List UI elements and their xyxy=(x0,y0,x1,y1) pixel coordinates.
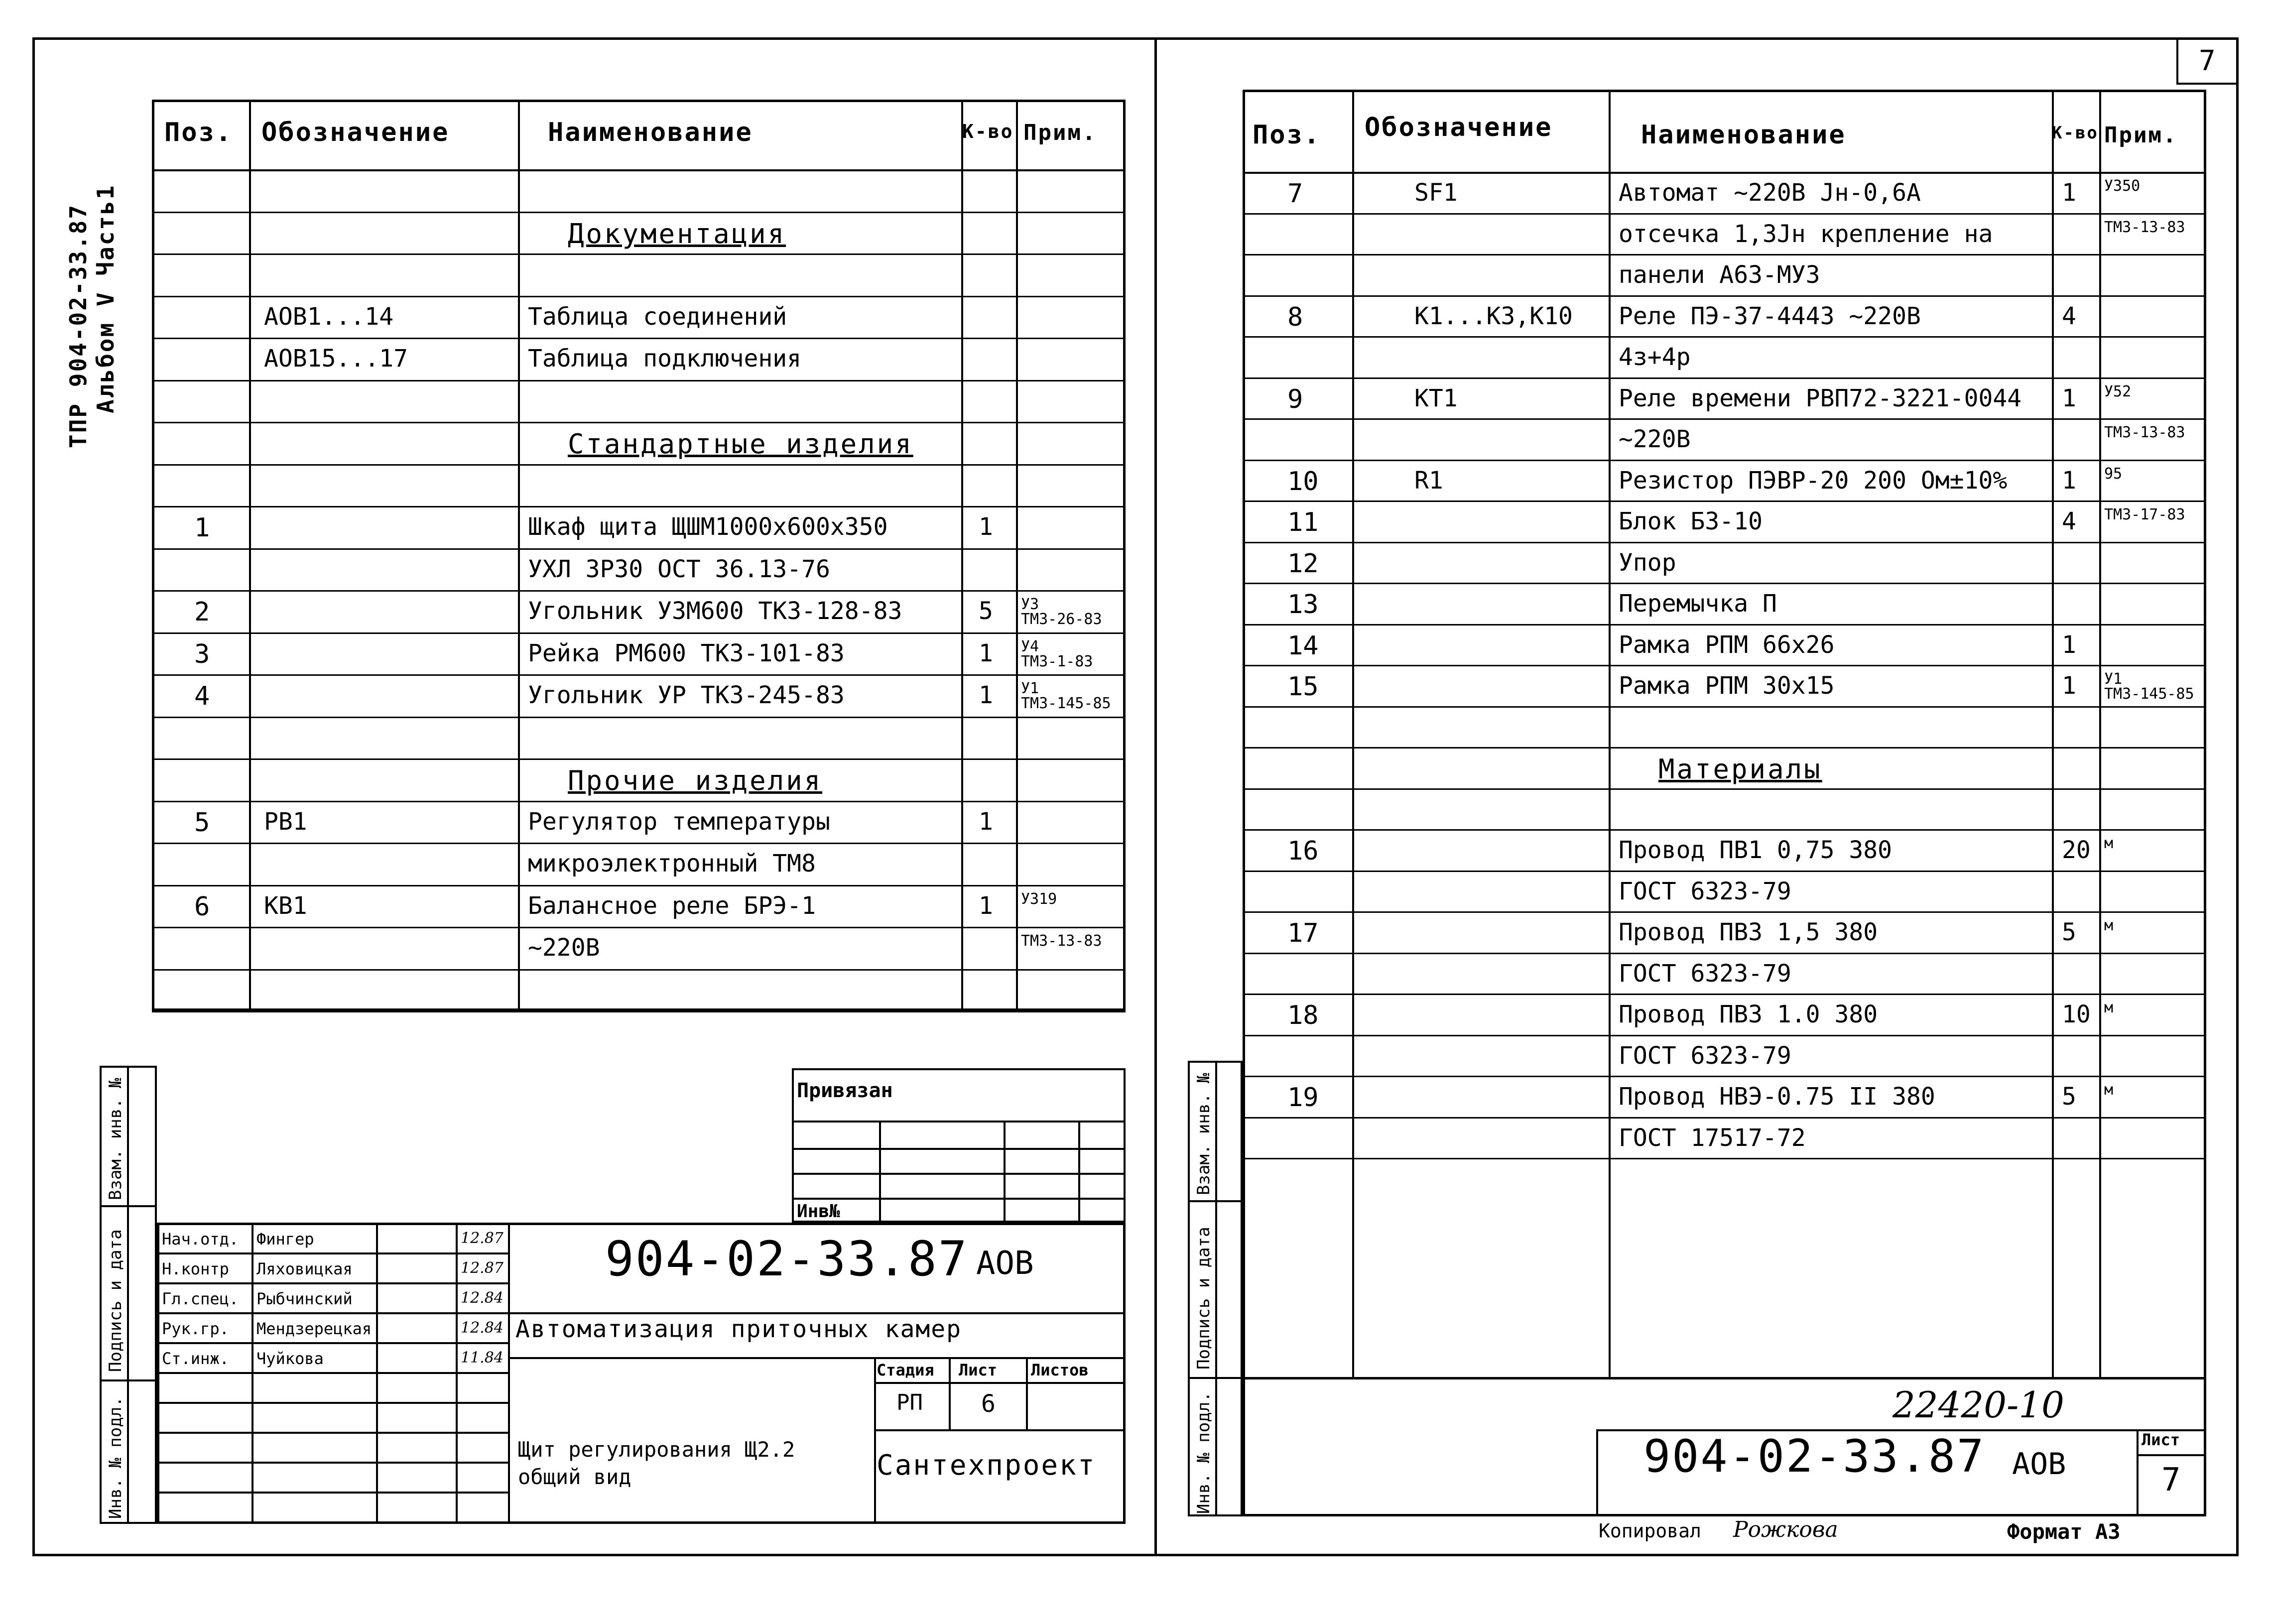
privyazan-line xyxy=(792,1121,1126,1123)
row-divider xyxy=(1243,871,2206,872)
right-header-pos: Поз. xyxy=(1253,120,1321,150)
row-pos: 11 xyxy=(1287,507,1319,537)
stamp-line xyxy=(157,1312,508,1314)
row-divider xyxy=(1243,295,2206,297)
stamp-line xyxy=(874,1429,1126,1431)
row-pos: 1 xyxy=(194,513,210,543)
row-name: панели А63-МУЗ xyxy=(1619,261,1820,289)
row-note: У3 ТМЗ-26-83 xyxy=(1021,596,1102,628)
row-divider xyxy=(1243,911,2206,913)
right-doc-suffix: АОВ xyxy=(2012,1447,2066,1482)
row-divider xyxy=(1243,706,2206,708)
row-name: микроэлектронный ТМ8 xyxy=(528,850,816,877)
left-side-strip-line xyxy=(100,1205,157,1207)
row-name: Рейка РМ600 ТКЗ-101-83 xyxy=(528,639,845,667)
row-qty: 1 xyxy=(979,639,993,667)
row-name: ~220В xyxy=(528,934,600,962)
row-name: Провод ПВЗ 1.0 380 xyxy=(1619,1000,1878,1028)
stamp-line xyxy=(508,1312,1126,1314)
row-name: Балансное реле БРЭ-1 xyxy=(528,891,816,920)
row-pos: 12 xyxy=(1287,548,1319,579)
row-note: У4 ТМЗ-1-83 xyxy=(1021,637,1093,670)
row-divider xyxy=(1243,377,2206,379)
row-designation: КВ1 xyxy=(264,891,307,920)
row-divider xyxy=(152,843,1126,844)
right-header-qty: К-во xyxy=(2052,123,2099,143)
doc-suffix: АОВ xyxy=(976,1245,1034,1282)
row-divider xyxy=(152,380,1126,381)
stamp-line xyxy=(874,1382,1126,1384)
row-divider xyxy=(1243,1076,2206,1077)
privyazan-line xyxy=(1004,1121,1006,1223)
side-strip-vzam-inv: Взам. инв. № xyxy=(106,1078,126,1200)
stamp-line xyxy=(157,1282,508,1284)
right-sheet-value: 7 xyxy=(2161,1462,2181,1499)
row-divider xyxy=(1243,1117,2206,1119)
row-note: ТМЗ-13-83 xyxy=(2104,218,2185,236)
row-pos: 18 xyxy=(1287,1000,1319,1030)
row-divider xyxy=(1243,747,2206,749)
left-header-divider xyxy=(152,169,1126,171)
signer-name: Чуйкова xyxy=(256,1349,324,1368)
right-header-divider xyxy=(1243,172,2206,174)
row-name: Угольник УЗМ600 ТКЗ-128-83 xyxy=(528,597,902,625)
stamp-line xyxy=(1026,1357,1028,1429)
row-name: Рамка РПМ 30х15 xyxy=(1619,672,1835,700)
left-side-strip-line xyxy=(127,1066,129,1524)
row-qty: 1 xyxy=(979,513,993,541)
row-qty: 1 xyxy=(2062,466,2076,495)
stamp-line xyxy=(157,1252,508,1254)
right-header-name: Наименование xyxy=(1641,120,1846,150)
row-pos: 8 xyxy=(1287,302,1303,332)
row-note: У52 xyxy=(2104,382,2132,400)
center-divider xyxy=(1154,37,1157,1556)
row-divider xyxy=(152,927,1126,928)
signer-role: Гл.спец. xyxy=(162,1289,239,1308)
stamp-line xyxy=(508,1223,510,1524)
right-col-line xyxy=(1609,90,1611,1379)
row-divider xyxy=(1243,213,2206,215)
row-name: Перемычка П xyxy=(1619,590,1777,618)
left-col-line xyxy=(961,100,963,1011)
side-label-album: Альбом V Часть1 xyxy=(92,184,119,413)
row-divider xyxy=(1243,254,2206,255)
stage-label: Стадия xyxy=(877,1361,934,1379)
sheet-value: 6 xyxy=(981,1390,996,1418)
row-designation: SF1 xyxy=(1414,179,1458,207)
row-pos: 10 xyxy=(1287,466,1319,497)
privyazan-line xyxy=(792,1198,1126,1200)
right-side-strip-line xyxy=(1188,1377,1243,1379)
signer-name: Ляховицкая xyxy=(256,1259,353,1278)
row-name: УХЛ ЗР30 ОСТ 36.13-76 xyxy=(528,555,830,583)
row-pos: 2 xyxy=(194,597,210,627)
row-divider xyxy=(152,296,1126,297)
row-designation: R1 xyxy=(1414,466,1443,495)
row-qty: 5 xyxy=(2062,1083,2076,1111)
row-qty: 4 xyxy=(2062,507,2076,535)
row-name: Шкаф щита ЩШМ1000х600х350 xyxy=(528,513,888,541)
right-header-note: Прим. xyxy=(2104,123,2178,148)
section-title: Материалы xyxy=(1658,753,1822,785)
row-name: Провод ПВЗ 1,5 380 xyxy=(1619,918,1878,946)
side-strip-signature-date: Подпись и дата xyxy=(106,1229,126,1372)
left-col-line xyxy=(249,100,251,1011)
left-header-designation: Обозначение xyxy=(261,118,450,147)
row-note: ТМЗ-13-83 xyxy=(1021,932,1102,950)
row-name: Реле времени РВП72-3221-0044 xyxy=(1619,384,2022,412)
row-qty: 1 xyxy=(979,807,993,836)
copied-label: Копировал xyxy=(1599,1520,1701,1542)
project-title: Автоматизация приточных камер xyxy=(515,1315,962,1343)
row-divider xyxy=(152,212,1126,213)
signer-date: 12.84 xyxy=(461,1289,504,1307)
stamp-line xyxy=(157,1372,508,1374)
right-side-strip-signature-date: Подпись и дата xyxy=(1194,1227,1214,1370)
row-divider xyxy=(152,548,1126,550)
row-name: Провод ПВ1 0,75 380 xyxy=(1619,836,1892,864)
row-pos: 16 xyxy=(1287,836,1319,866)
row-qty: 1 xyxy=(979,891,993,920)
row-note: ТМЗ-13-83 xyxy=(2104,424,2185,441)
row-pos: 4 xyxy=(194,681,210,711)
row-qty: 4 xyxy=(2062,302,2076,330)
row-pos: 15 xyxy=(1287,672,1319,702)
right-sheet-label: Лист xyxy=(2142,1430,2180,1449)
side-strip-inv-podl: Инв. № подл. xyxy=(106,1396,126,1519)
row-name: Рамка РПМ 66х26 xyxy=(1619,630,1835,659)
row-divider xyxy=(152,422,1126,423)
row-note: У1 ТМЗ-145-85 xyxy=(1021,680,1111,712)
row-name: Реле ПЭ-37-4443 ~220В xyxy=(1619,302,1921,330)
privyazan-line xyxy=(792,1173,1126,1175)
row-name: ГОСТ 6323-79 xyxy=(1619,959,1791,988)
row-note: У350 xyxy=(2104,177,2141,195)
left-col-line xyxy=(1016,100,1018,1011)
stamp-line xyxy=(157,1462,508,1464)
stamp-line xyxy=(949,1357,951,1429)
signer-name: Рыбчинский xyxy=(256,1289,353,1308)
row-pos: 6 xyxy=(194,891,210,922)
row-qty: 1 xyxy=(2062,630,2076,659)
format-label: Формат А3 xyxy=(2007,1519,2121,1544)
row-designation: АОВ1...14 xyxy=(264,302,394,331)
right-side-strip-line xyxy=(1188,1200,1243,1202)
right-side-strip-vzam-inv: Взам. инв. № xyxy=(1194,1073,1214,1195)
section-title: Прочие изделия xyxy=(568,765,823,796)
row-name: Угольник УР ТКЗ-245-83 xyxy=(528,681,845,709)
row-qty: 5 xyxy=(979,597,993,625)
organization: Сантехпроект xyxy=(877,1449,1096,1482)
row-note: м xyxy=(2104,835,2114,852)
row-divider xyxy=(1243,460,2206,461)
doc-code: 904-02-33.87 xyxy=(605,1231,969,1287)
signer-date: 11.84 xyxy=(461,1349,504,1367)
sheets-label: Листов xyxy=(1031,1361,1089,1379)
row-qty: 10 xyxy=(2062,1000,2091,1028)
right-header-designation: Обозначение xyxy=(1365,113,1553,142)
row-divider xyxy=(152,506,1126,507)
left-header-qty: К-во xyxy=(962,121,1014,142)
row-name: 4з+4р xyxy=(1619,343,1691,371)
row-name: Упор xyxy=(1619,548,1676,577)
stamp-line xyxy=(157,1492,508,1494)
right-sheet-line xyxy=(2137,1454,2206,1456)
row-designation: РВ1 xyxy=(264,807,307,836)
row-divider xyxy=(1243,418,2206,420)
signer-date: 12.84 xyxy=(461,1319,504,1337)
signer-name: Фингер xyxy=(256,1230,314,1249)
row-divider xyxy=(1243,1158,2206,1159)
right-side-strip-inv-podl: Инв. № подл. xyxy=(1194,1391,1214,1514)
right-side-strip-line xyxy=(1215,1061,1217,1516)
privyazan-line xyxy=(1078,1121,1080,1223)
row-divider xyxy=(152,885,1126,886)
row-qty: 1 xyxy=(2062,384,2076,412)
section-title: Документация xyxy=(568,218,786,250)
row-divider xyxy=(152,717,1126,718)
stamp-line xyxy=(157,1432,508,1434)
row-pos: 19 xyxy=(1287,1083,1319,1113)
row-divider xyxy=(152,590,1126,592)
signer-date: 12.87 xyxy=(461,1259,504,1277)
row-divider xyxy=(152,464,1126,466)
row-note: У1 ТМЗ-145-85 xyxy=(2104,670,2194,703)
section-title: Стандартные изделия xyxy=(568,428,913,460)
row-divider xyxy=(152,801,1126,802)
row-qty: 5 xyxy=(2062,918,2076,946)
signer-role: Рук.гр. xyxy=(162,1319,229,1338)
right-col-line xyxy=(2099,90,2101,1379)
signer-date: 12.87 xyxy=(461,1230,504,1247)
row-qty: 1 xyxy=(2062,672,2076,700)
row-name: Таблица подключения xyxy=(528,345,802,373)
row-divider xyxy=(1243,336,2206,338)
row-name: отсечка 1,3Jн крепление на xyxy=(1619,220,1993,248)
row-name: Автомат ~220В Jн-0,6А xyxy=(1619,179,1921,207)
inv-no-label: Инв№ xyxy=(797,1201,840,1222)
row-divider xyxy=(1243,500,2206,502)
privyazan-label: Привязан xyxy=(797,1079,893,1102)
stamp-line xyxy=(157,1402,508,1404)
signer-role: Н.контр xyxy=(162,1259,229,1278)
row-note: 95 xyxy=(2104,465,2123,483)
privyazan-line xyxy=(792,1148,1126,1150)
row-note: м xyxy=(2104,1081,2114,1099)
row-note: м xyxy=(2104,999,2114,1016)
page-number: 7 xyxy=(2199,45,2216,77)
row-divider xyxy=(1243,953,2206,954)
row-pos: 3 xyxy=(194,639,210,669)
row-designation: КТ1 xyxy=(1414,384,1458,412)
row-pos: 7 xyxy=(1287,179,1303,209)
sheet-label: Лист xyxy=(959,1361,998,1379)
row-name: Таблица соединений xyxy=(528,302,787,331)
row-divider xyxy=(152,1011,1126,1012)
row-divider xyxy=(1243,624,2206,625)
row-name: Блок БЗ-10 xyxy=(1619,507,1763,535)
right-col-line xyxy=(2052,90,2054,1379)
stamp-line xyxy=(157,1342,508,1344)
stamp-line xyxy=(508,1357,1126,1359)
row-divider xyxy=(152,758,1126,760)
row-divider xyxy=(1243,1035,2206,1036)
signer-role: Нач.отд. xyxy=(162,1230,239,1249)
row-name: ГОСТ 17517-72 xyxy=(1619,1124,1806,1152)
privyazan-line xyxy=(879,1121,881,1223)
row-divider xyxy=(1243,994,2206,995)
signer-name: Мендзерецкая xyxy=(256,1319,372,1338)
right-number: 22420-10 xyxy=(1892,1384,2064,1426)
row-divider xyxy=(152,338,1126,339)
left-header-note: Прим. xyxy=(1023,120,1097,145)
row-divider xyxy=(1243,788,2206,790)
row-pos: 5 xyxy=(194,807,210,838)
row-name: ГОСТ 6323-79 xyxy=(1619,1041,1791,1070)
row-name: Провод НВЭ-0.75 II 380 xyxy=(1619,1083,1935,1111)
row-note: ТМЗ-17-83 xyxy=(2104,506,2185,523)
row-pos: 17 xyxy=(1287,918,1319,948)
row-designation: АОВ15...17 xyxy=(264,345,408,373)
right-col-line xyxy=(1352,90,1354,1379)
row-divider xyxy=(152,253,1126,255)
row-divider xyxy=(152,632,1126,634)
right-doc-code: 904-02-33.87 xyxy=(1643,1430,1986,1483)
row-qty: 1 xyxy=(979,681,993,709)
drawing-title-2: общий вид xyxy=(518,1465,631,1489)
row-name: ГОСТ 6323-79 xyxy=(1619,877,1791,905)
row-note: У319 xyxy=(1021,890,1057,908)
left-side-strip-line xyxy=(100,1379,157,1381)
row-name: ~220В xyxy=(1619,425,1691,453)
row-qty: 20 xyxy=(2062,836,2091,864)
left-header-pos: Поз. xyxy=(164,118,233,147)
left-header-name: Наименование xyxy=(548,118,753,147)
copied-name: Рожкова xyxy=(1733,1517,1838,1542)
row-name: Резистор ПЭВР-20 200 Ом±10% xyxy=(1619,466,2008,495)
row-divider xyxy=(152,969,1126,971)
row-divider xyxy=(1243,665,2206,666)
row-pos: 14 xyxy=(1287,630,1319,661)
stage-value: РП xyxy=(896,1390,923,1415)
side-label-tpr: ТПР 904-02-33.87 xyxy=(65,203,92,448)
row-divider xyxy=(1243,829,2206,831)
row-designation: К1...К3,К10 xyxy=(1414,302,1573,330)
row-divider xyxy=(152,674,1126,676)
left-col-line xyxy=(518,100,520,1011)
row-pos: 13 xyxy=(1287,590,1319,620)
drawing-title-1: Щит регулирования Щ2.2 xyxy=(518,1437,795,1462)
row-qty: 1 xyxy=(2062,179,2076,207)
row-divider xyxy=(1243,583,2206,584)
row-pos: 9 xyxy=(1287,384,1303,414)
signer-role: Ст.инж. xyxy=(162,1349,229,1368)
row-divider xyxy=(1243,542,2206,543)
row-name: Регулятор температуры xyxy=(528,807,830,836)
row-note: м xyxy=(2104,917,2114,934)
